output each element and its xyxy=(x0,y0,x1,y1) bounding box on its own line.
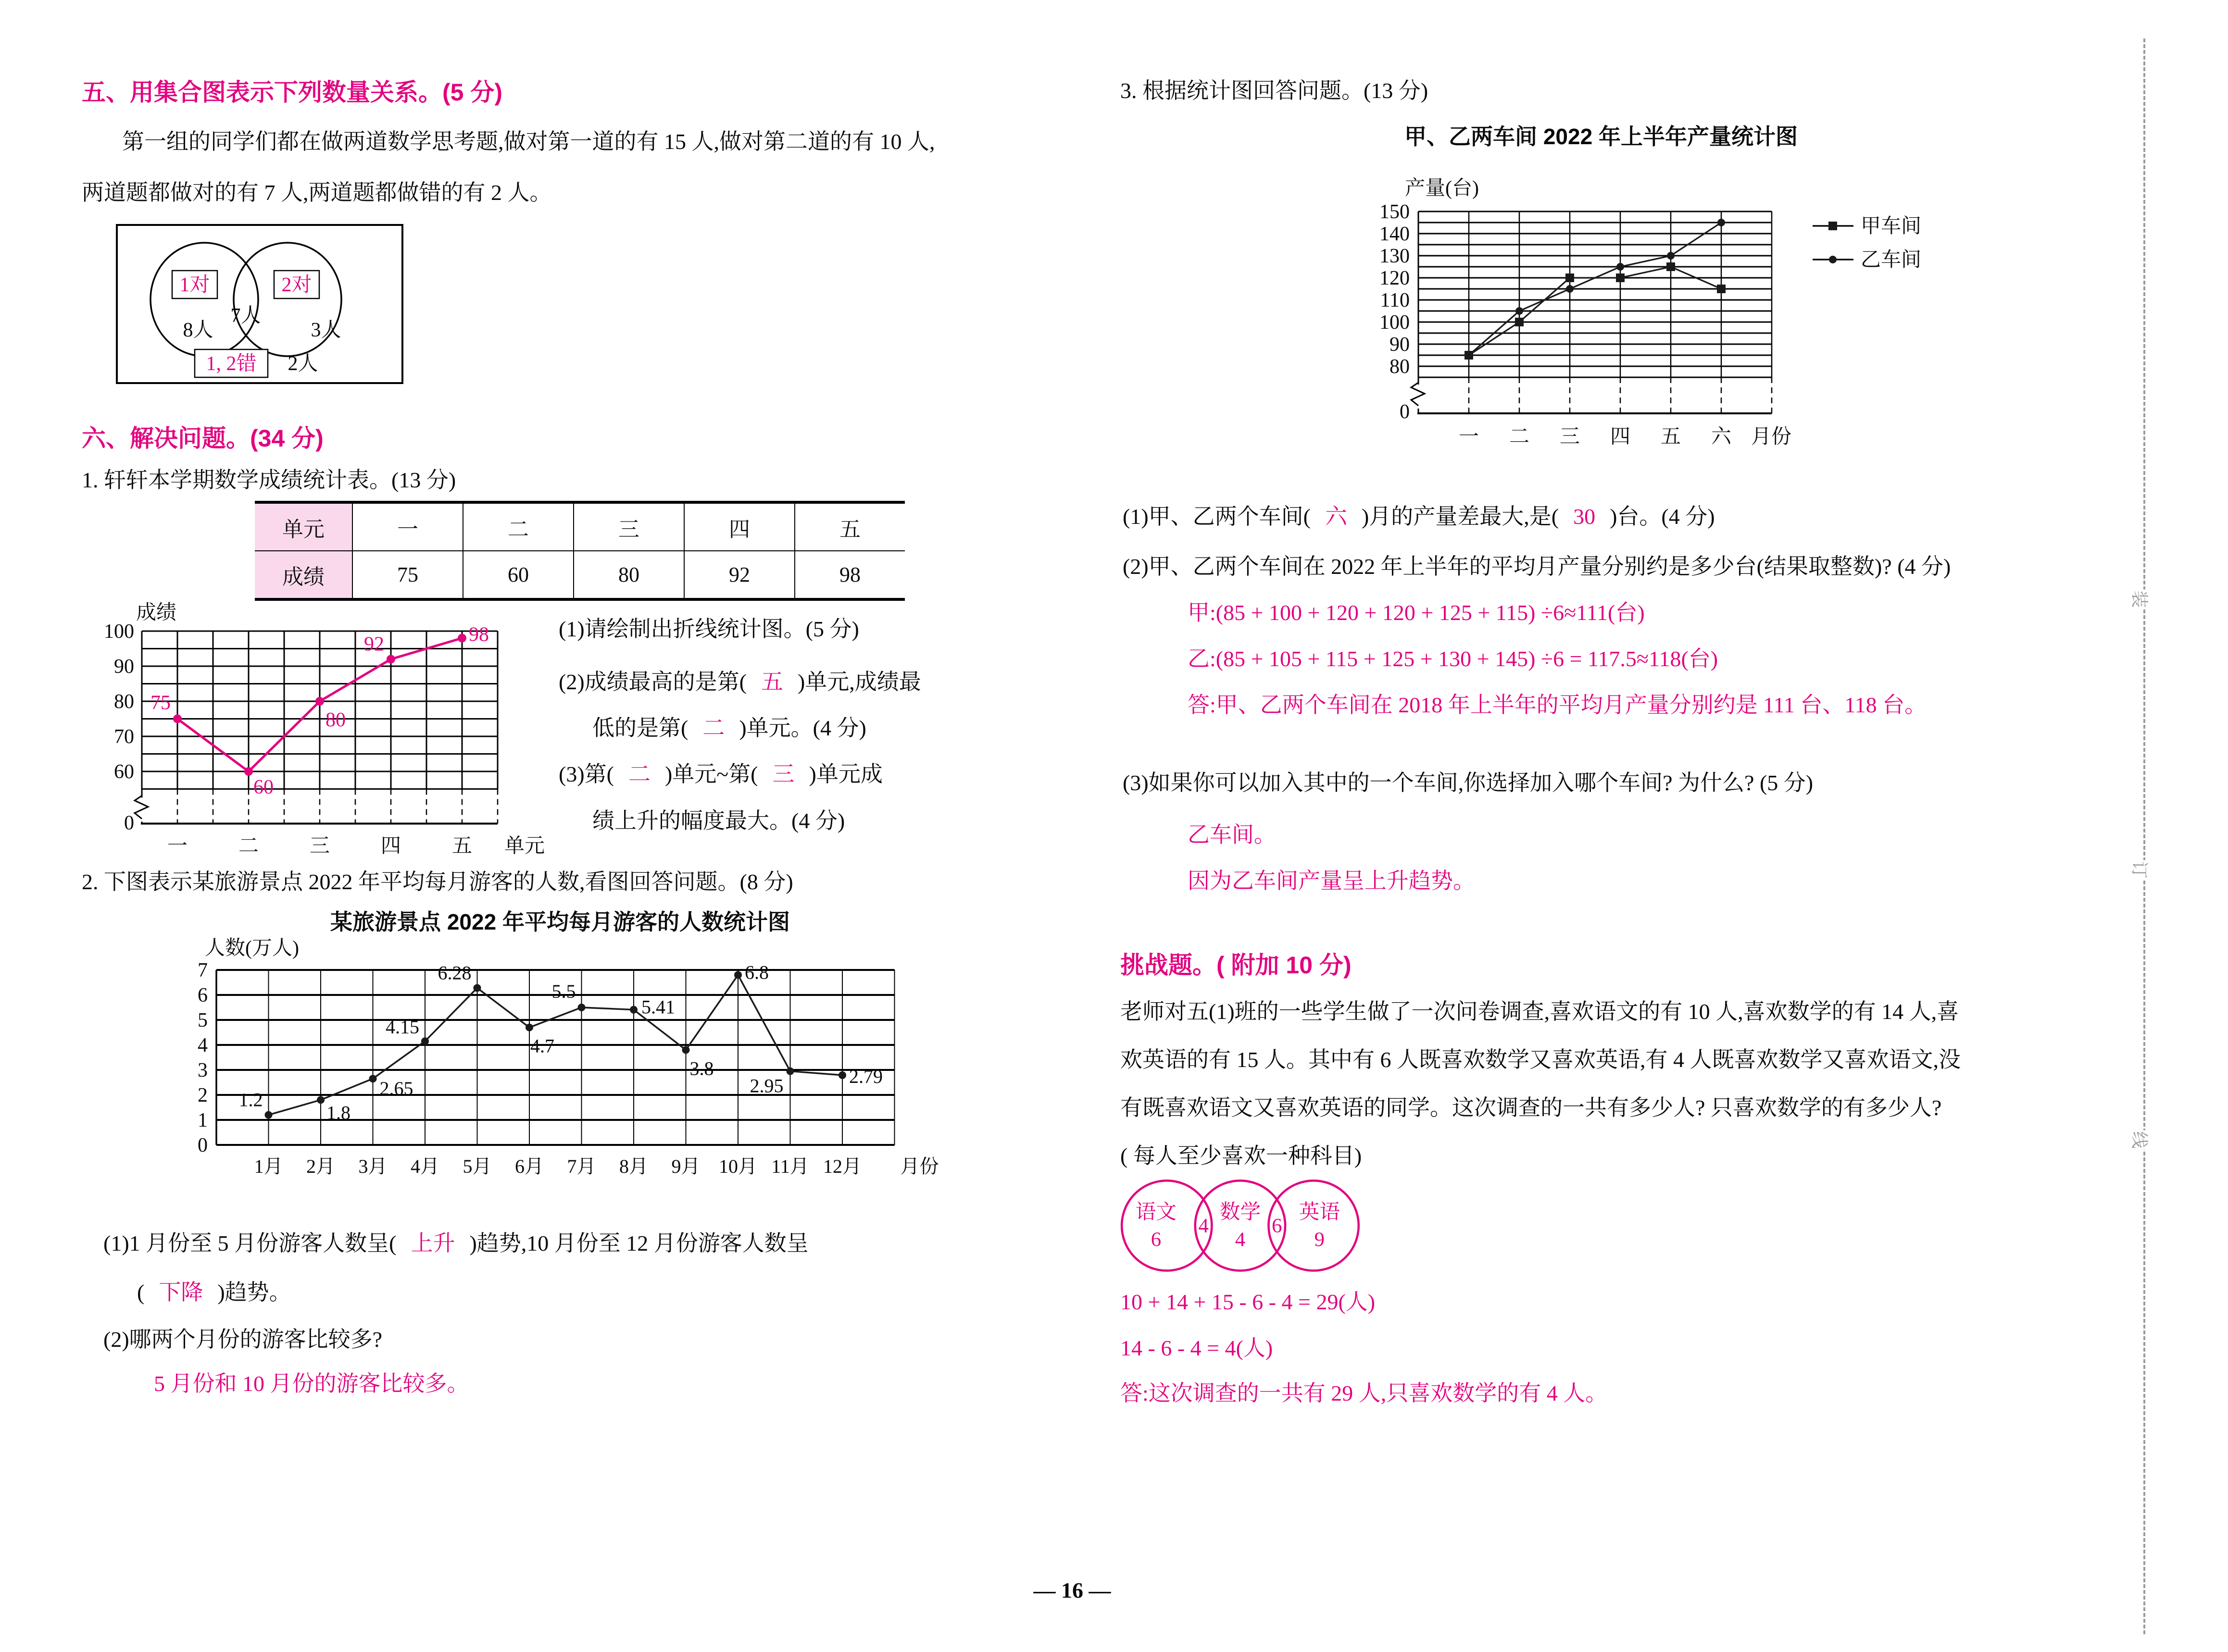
venn-right-tag: 2对 xyxy=(281,274,312,296)
q1-sub1: (1)请绘制出折线统计图。(5 分) xyxy=(559,617,859,641)
svg-text:三: 三 xyxy=(1559,426,1580,448)
q3-sub2: (2)甲、乙两个车间在 2022 年上半年的平均月产量分别约是多少台(结果取整数)? (4 分) xyxy=(1123,554,1951,579)
challenge-formula2: 14 - 6 - 4 = 4(人) xyxy=(1120,1336,1273,1360)
q1-sub3: (3)第( 二 )单元~第( 三 )单元成 xyxy=(559,762,883,786)
challenge-title: 挑战题。( 附加 10 分) xyxy=(1120,952,1352,979)
svg-text:单元: 单元 xyxy=(504,835,545,857)
q2-sub1: (1)1 月份至 5 月份游客人数呈( 上升 )趋势,10 月份至 12 月份游客人数呈 xyxy=(103,1231,809,1255)
svg-text:80: 80 xyxy=(325,709,346,731)
svg-text:1: 1 xyxy=(198,1109,208,1131)
venn-outside-tag: 1, 2错 xyxy=(206,353,257,375)
section5-paragraph-line2: 两道题都做对的有 7 人,两道题都做错的有 2 人。 xyxy=(82,180,552,205)
binding-char-xian: 线 xyxy=(2126,1130,2156,1149)
venn-diagram-two-sets xyxy=(115,224,404,385)
q3-sub3: (3)如果你可以加入其中的一个车间,你选择加入哪个车间? 为什么? (5 分) xyxy=(1123,770,1814,795)
svg-text:三: 三 xyxy=(309,835,330,857)
svg-text:成绩: 成绩 xyxy=(136,602,177,624)
visitors-chart-title: 某旅游景点 2022 年平均每月游客的人数统计图 xyxy=(330,909,790,934)
q3-work-jia: 甲:(85 + 100 + 120 + 120 + 125 + 115) ÷6≈111(台) xyxy=(1188,600,1645,625)
venn-overlap-count: 7人 xyxy=(230,305,261,327)
svg-text:120: 120 xyxy=(1379,267,1410,289)
svg-text:3: 3 xyxy=(198,1059,208,1081)
section6-title: 六、解决问题。(34 分) xyxy=(82,425,324,452)
section5-paragraph-line1: 第一组的同学们都在做两道数学思考题,做对第一道的有 15 人,做对第二道的有 10 人, xyxy=(122,129,935,154)
challenge-formula1: 10 + 14 + 15 - 6 - 4 = 29(人) xyxy=(1120,1290,1376,1314)
line-chart-workshop-production xyxy=(1356,175,2106,473)
venn-left-count: 8人 xyxy=(183,319,213,341)
svg-text:60: 60 xyxy=(253,776,274,798)
svg-text:二: 二 xyxy=(238,835,259,857)
svg-text:10月: 10月 xyxy=(719,1155,757,1177)
q2-sub1-cont: ( 下降 )趋势。 xyxy=(137,1280,291,1304)
svg-text:四: 四 xyxy=(380,835,401,857)
svg-text:60: 60 xyxy=(114,761,134,783)
svg-text:1.2: 1.2 xyxy=(238,1089,263,1111)
svg-text:92: 92 xyxy=(364,633,384,656)
svg-text:产量(台): 产量(台) xyxy=(1405,177,1479,199)
svg-text:六: 六 xyxy=(1711,426,1732,448)
binding-dashed-line xyxy=(2143,38,2145,1634)
q3-stem: 3. 根据统计图回答问题。(13 分) xyxy=(1120,78,1428,103)
svg-text:6.28: 6.28 xyxy=(438,962,472,984)
svg-text:2月: 2月 xyxy=(306,1155,335,1177)
venn3-count-english: 9 xyxy=(1314,1228,1325,1251)
svg-text:2.79: 2.79 xyxy=(849,1065,883,1087)
svg-text:6: 6 xyxy=(198,984,208,1006)
svg-text:5月: 5月 xyxy=(463,1155,492,1177)
q3-sub3-answer2: 因为乙车间产量呈上升趋势。 xyxy=(1188,869,1475,893)
venn3-count-math-english: 6 xyxy=(1272,1215,1282,1238)
svg-text:乙车间: 乙车间 xyxy=(1861,249,1922,271)
svg-text:2.95: 2.95 xyxy=(750,1075,784,1097)
svg-text:五: 五 xyxy=(1660,426,1681,448)
q3-sub1: (1)甲、乙两个车间( 六 )月的产量差最大,是( 30 )台。(4 分) xyxy=(1123,504,1715,529)
svg-text:2: 2 xyxy=(198,1084,208,1106)
q2-sub2: (2)哪两个月份的游客比较多? xyxy=(103,1327,383,1352)
venn-right-count: 3人 xyxy=(311,319,341,341)
svg-text:98: 98 xyxy=(469,623,489,646)
venn3-label-math: 数学 xyxy=(1219,1201,1261,1224)
svg-text:4.7: 4.7 xyxy=(530,1035,554,1057)
svg-text:7月: 7月 xyxy=(567,1155,596,1177)
svg-text:5.41: 5.41 xyxy=(641,996,675,1018)
venn-left-tag: 1对 xyxy=(179,274,210,296)
svg-text:140: 140 xyxy=(1379,223,1410,245)
challenge-para-line4: ( 每人至少喜欢一种科目) xyxy=(1120,1143,1362,1168)
svg-text:0: 0 xyxy=(198,1134,208,1156)
venn3-circle-english xyxy=(1269,1180,1359,1270)
svg-text:70: 70 xyxy=(114,726,134,748)
svg-text:0: 0 xyxy=(124,812,134,834)
q1-sub3-cont: 绩上升的幅度最大。(4 分) xyxy=(592,808,845,833)
scores-table: 单元 一 二 三 四 五 成绩 75 60 80 92 98 xyxy=(255,501,905,601)
svg-text:100: 100 xyxy=(104,621,134,643)
venn3-count-math: 4 xyxy=(1235,1228,1246,1251)
svg-text:90: 90 xyxy=(114,656,134,678)
binding-char-zhuang: 装 xyxy=(2126,589,2156,609)
svg-text:110: 110 xyxy=(1380,289,1410,311)
svg-text:五: 五 xyxy=(451,835,473,857)
svg-text:月份: 月份 xyxy=(1751,426,1792,448)
svg-text:12月: 12月 xyxy=(823,1155,862,1177)
svg-text:9月: 9月 xyxy=(671,1155,701,1177)
venn-outside-count: 2人 xyxy=(288,353,318,375)
svg-text:150: 150 xyxy=(1379,201,1410,223)
svg-text:80: 80 xyxy=(114,691,134,713)
svg-text:7: 7 xyxy=(198,959,208,981)
q3-answer-line: 答:甲、乙两个车间在 2018 年上半年的平均月产量分别约是 111 台、118 台。 xyxy=(1188,693,1927,717)
binding-char-ding: 订 xyxy=(2126,860,2156,879)
svg-text:二: 二 xyxy=(1509,426,1530,448)
venn3-label-chinese: 语文 xyxy=(1135,1201,1177,1224)
line-chart-monthly-visitors xyxy=(173,936,971,1196)
svg-text:4月: 4月 xyxy=(411,1155,439,1177)
svg-text:4.15: 4.15 xyxy=(386,1016,419,1038)
section5-title: 五、用集合图表示下列数量关系。(5 分) xyxy=(82,79,502,106)
venn3-label-english: 英语 xyxy=(1299,1201,1340,1224)
svg-text:甲车间: 甲车间 xyxy=(1861,215,1922,237)
challenge-answer: 答:这次调查的一共有 29 人,只喜欢数学的有 4 人。 xyxy=(1120,1381,1608,1405)
svg-text:月份: 月份 xyxy=(900,1155,939,1177)
svg-text:11月: 11月 xyxy=(771,1155,809,1177)
svg-text:4: 4 xyxy=(198,1034,208,1056)
page-number: — 16 — xyxy=(1033,1578,1111,1602)
q3-work-yi: 乙:(85 + 105 + 115 + 125 + 130 + 145) ÷6 = 117.5≈118(台) xyxy=(1188,646,1718,671)
q1-stem: 1. 轩轩本学期数学成绩统计表。(13 分) xyxy=(82,468,456,492)
svg-text:6月: 6月 xyxy=(515,1155,544,1177)
svg-text:5.5: 5.5 xyxy=(551,981,576,1002)
svg-text:80: 80 xyxy=(1389,356,1410,378)
venn-diagram-three-sets xyxy=(1118,1177,1392,1277)
line-chart-unit-scores xyxy=(82,600,567,879)
svg-text:75: 75 xyxy=(150,692,171,714)
svg-text:100: 100 xyxy=(1379,311,1410,334)
svg-text:一: 一 xyxy=(1458,426,1479,448)
svg-text:1.8: 1.8 xyxy=(326,1102,350,1124)
q2-answer: 5 月份和 10 月份的游客比较多。 xyxy=(154,1371,469,1396)
svg-text:8月: 8月 xyxy=(619,1155,648,1177)
challenge-para-line3: 有既喜欢语文又喜欢英语的同学。这次调查的一共有多少人? 只喜欢数学的有多少人? xyxy=(1120,1095,1942,1120)
svg-text:3.8: 3.8 xyxy=(689,1057,714,1080)
venn3-count-chinese: 6 xyxy=(1151,1228,1162,1251)
svg-text:四: 四 xyxy=(1610,426,1631,448)
venn3-count-chinese-math: 4 xyxy=(1198,1215,1209,1238)
q3-sub3-answer1: 乙车间。 xyxy=(1188,822,1276,847)
challenge-para-line2: 欢英语的有 15 人。其中有 6 人既喜欢数学又喜欢英语,有 4 人既喜欢数学又喜欢语文,没 xyxy=(1120,1047,1961,1072)
svg-text:5: 5 xyxy=(198,1009,208,1031)
svg-text:130: 130 xyxy=(1379,245,1410,267)
challenge-para-line1: 老师对五(1)班的一些学生做了一次问卷调查,喜欢语文的有 10 人,喜欢数学的有 14 人,喜 xyxy=(1120,999,1959,1024)
q1-sub2-cont: 低的是第( 二 )单元。(4 分) xyxy=(592,716,866,740)
svg-text:6.8: 6.8 xyxy=(745,961,769,983)
svg-text:3月: 3月 xyxy=(358,1155,388,1177)
production-chart-title: 甲、乙两车间 2022 年上半年产量统计图 xyxy=(1404,124,1798,149)
q1-sub2: (2)成绩最高的是第( 五 )单元,成绩最 xyxy=(559,670,921,694)
q2-stem: 2. 下图表示某旅游景点 2022 年平均每月游客的人数,看图回答问题。(8 分) xyxy=(82,869,793,894)
svg-text:0: 0 xyxy=(1400,401,1410,423)
svg-text:一: 一 xyxy=(167,835,188,857)
svg-text:人数(万人): 人数(万人) xyxy=(205,937,299,959)
svg-text:90: 90 xyxy=(1389,334,1410,356)
svg-text:2.65: 2.65 xyxy=(379,1078,413,1100)
svg-text:1月: 1月 xyxy=(254,1155,283,1177)
